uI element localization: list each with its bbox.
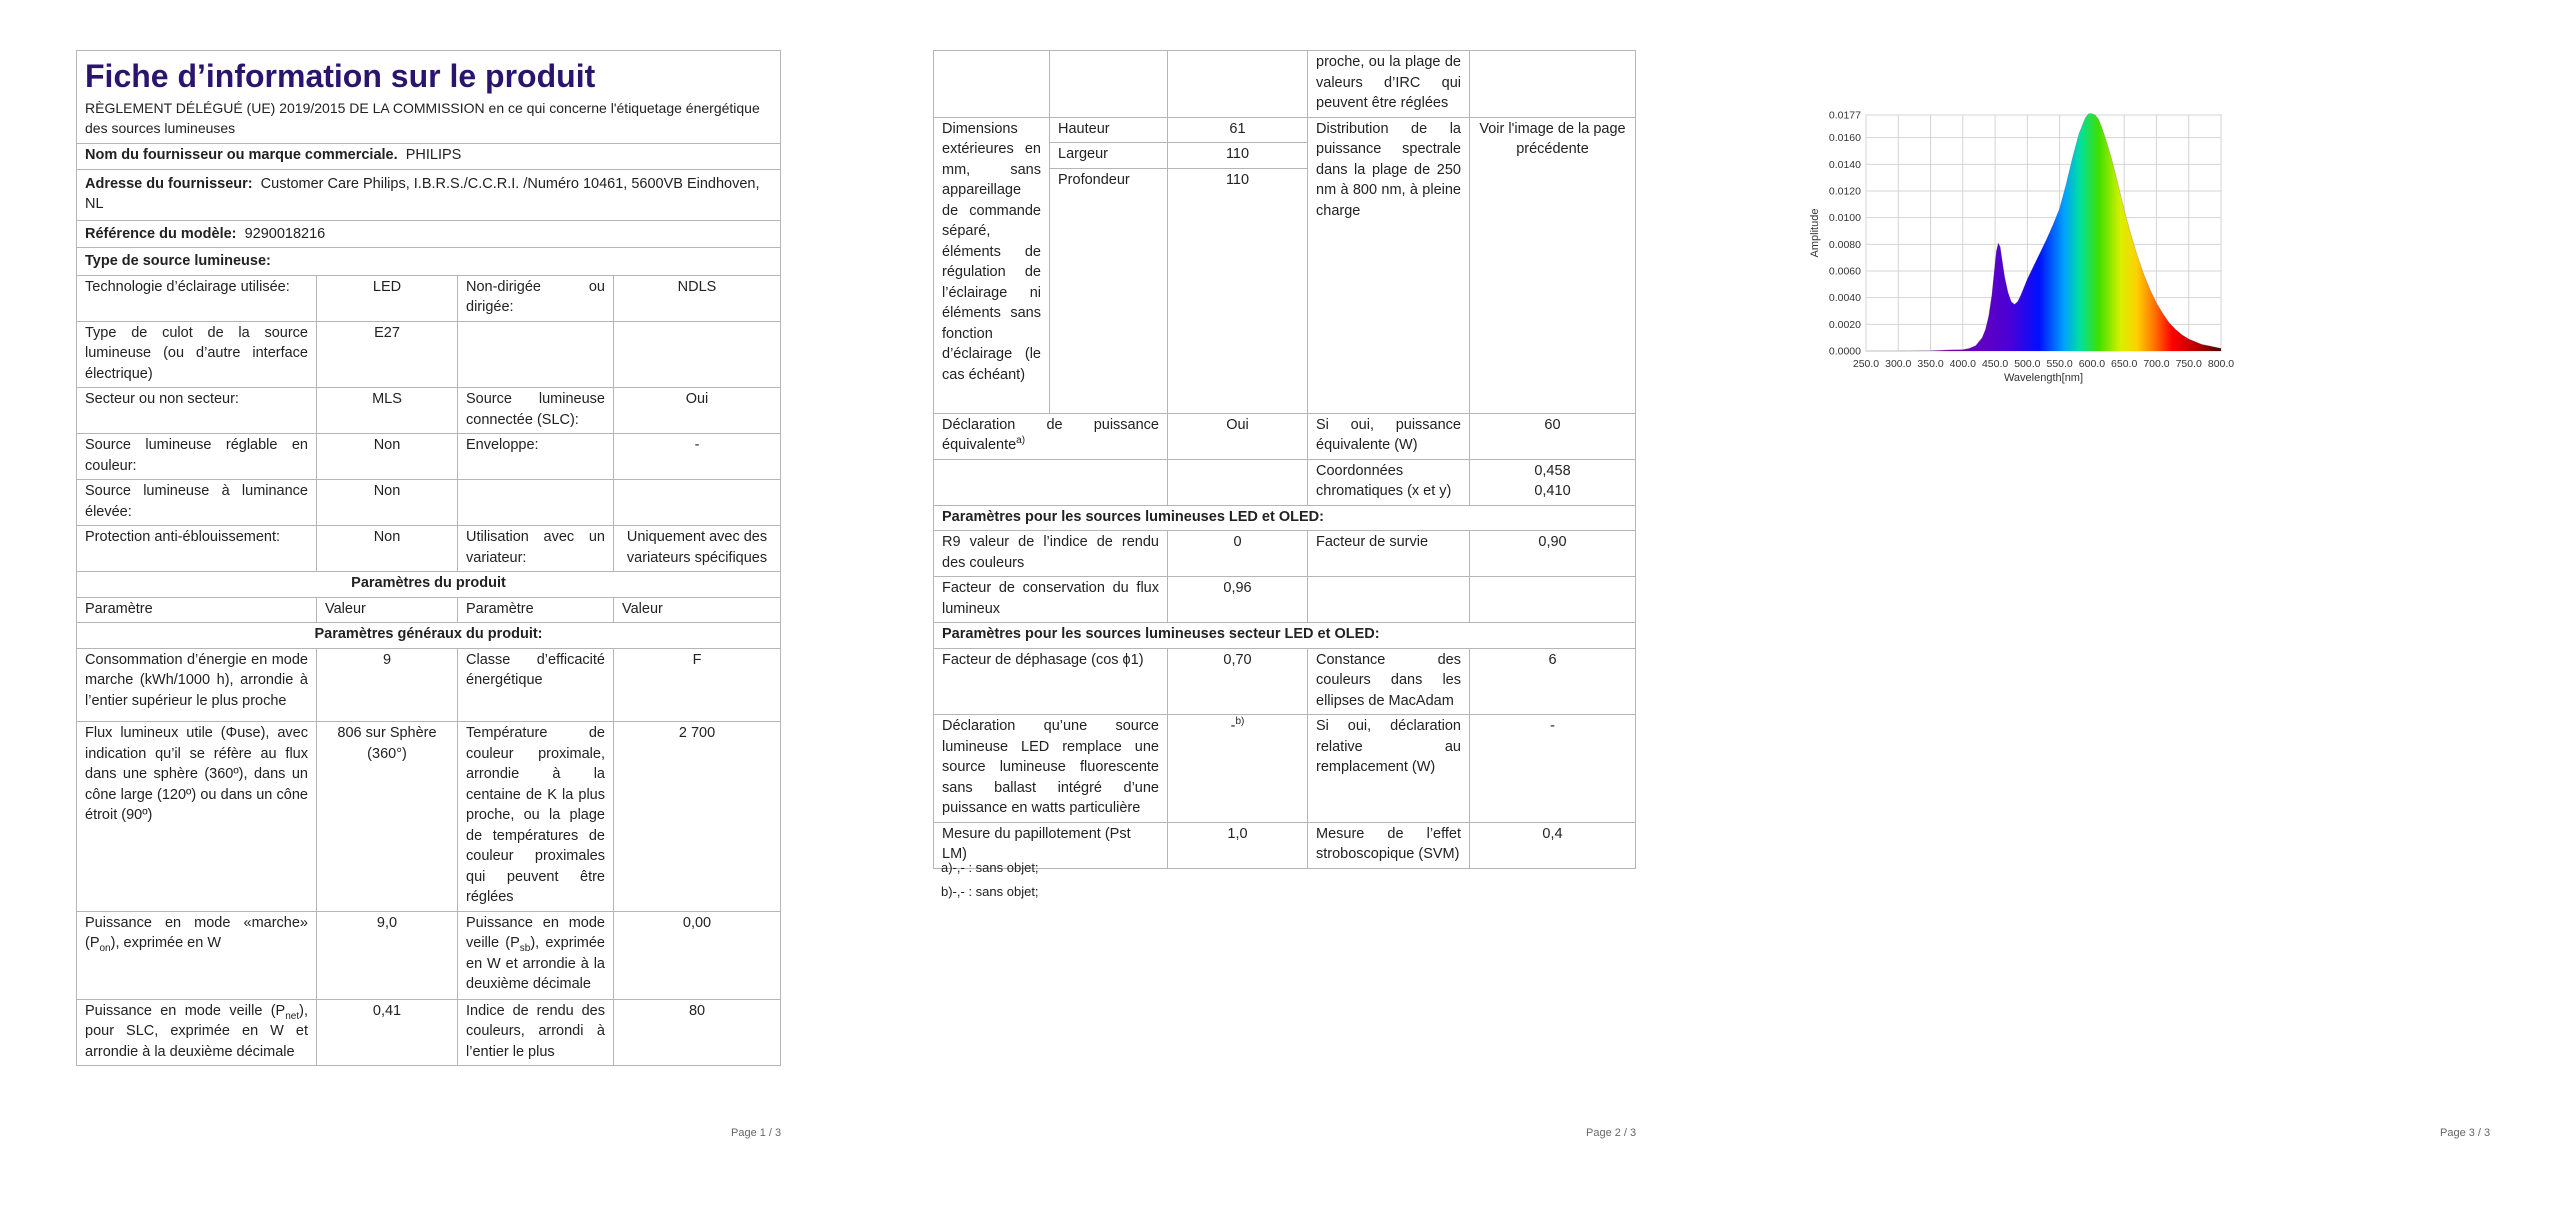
row-value: 2 700	[614, 722, 781, 912]
row-value: 806 sur Sphère (360°)	[317, 722, 458, 912]
y-tick-label: 0.0020	[1828, 318, 1861, 331]
phase-label: Facteur de déphasage (cos ϕ1)	[934, 648, 1168, 715]
row-value: 80	[614, 999, 781, 1066]
mains-params-header: Paramètres pour les sources lumineuses secteur LED et OLED:	[934, 623, 1636, 649]
page1-table-clip	[76, 50, 782, 1118]
row-label: Consommation d’énergie en mode marche (kWh/1000 h), arrondie à l’entier supérieur le plus proche	[77, 648, 317, 722]
source-type-header-row	[77, 248, 781, 276]
led-params-header: Paramètres pour les sources lumineuses LED et OLED:	[934, 505, 1636, 531]
regulation-text: RÈGLEMENT DÉLÉGUÉ (UE) 2019/2015 DE LA COMMISSION en ce qui concerne l'étiquetage énergétique des sources lumineuses	[85, 100, 760, 136]
y-tick-label: 0.0080	[1828, 238, 1861, 251]
table-row	[77, 911, 781, 999]
column-header: Paramètre	[458, 597, 614, 623]
footnote-a: a)-,- : sans objet;	[941, 860, 1039, 875]
spectral-chart	[1806, 100, 2235, 400]
table-row	[77, 275, 781, 321]
x-tick-label: 350.0	[1917, 358, 1944, 370]
table-row	[934, 531, 1636, 577]
title-row	[77, 51, 781, 144]
page-2	[853, 0, 1706, 1207]
chroma-value: 0,458 0,410	[1470, 459, 1636, 505]
x-tick-label: 400.0	[1949, 358, 1976, 370]
row-label: Type de culot de la source lumineuse (ou d’autre interface électrique)	[77, 321, 317, 388]
equiv-value: Oui	[1168, 413, 1308, 459]
spectral-label: Distribution de la puissance spectrale dans la plage de 250 nm à 800 nm, à pleine charge	[1308, 117, 1470, 413]
row-label: Protection anti-éblouissement:	[77, 526, 317, 572]
row-label: Enveloppe:	[458, 434, 614, 480]
model-label: Référence du modèle:	[85, 225, 237, 242]
supplier-name-label: Nom du fournisseur ou marque commerciale.	[85, 147, 398, 163]
row-value: Non	[317, 434, 458, 480]
row-label	[458, 480, 614, 526]
strobo-value: 0,4	[1470, 822, 1636, 868]
row-value: MLS	[317, 388, 458, 434]
product-params-header-row	[77, 572, 781, 598]
row-label: Secteur ou non secteur:	[77, 388, 317, 434]
y-tick-label: 0.0160	[1828, 132, 1861, 145]
equiv-label: Déclaration de puissance équivalente$^{a)}$	[934, 413, 1168, 459]
table-row	[77, 648, 781, 722]
table-row	[77, 722, 781, 912]
flicker-value: 1,0	[1168, 822, 1308, 868]
column-header: Paramètre	[77, 597, 317, 623]
dimension-value: 110	[1168, 143, 1308, 169]
x-tick-label: 450.0	[1981, 358, 2009, 370]
x-tick-label: 650.0	[2111, 358, 2138, 370]
fluo-w-value: -	[1470, 715, 1636, 823]
page2-table-clip	[933, 50, 1637, 930]
lumen-label: Facteur de conservation du flux lumineux	[934, 577, 1168, 623]
dimensions-label: Dimensions extérieures en mm, sans appareillage de commande séparé, éléments de régulation de l’éclairage ni éléments sans fonction d’éclairage (le cas échéant)	[934, 117, 1050, 413]
product-params-header: Paramètres du produit	[77, 572, 781, 598]
spectral-value: Voir l'image de la page précédente	[1470, 117, 1636, 413]
y-axis-label: Amplitude	[1809, 208, 1821, 258]
page-3	[1706, 0, 2560, 1207]
x-tick-label: 500.0	[2014, 358, 2041, 370]
row-value	[614, 480, 781, 526]
footnote-b: b)-,- : sans objet;	[941, 884, 1039, 899]
chroma-label: Coordonnées chromatiques (x et y)	[1308, 459, 1470, 505]
row-label: Source lumineuse à luminance élevée:	[77, 480, 317, 526]
table-row	[77, 480, 781, 526]
table-row	[934, 117, 1636, 143]
row-value: LED	[317, 275, 458, 321]
row-value	[614, 321, 781, 388]
row-label: Puissance en mode veille $(P_{sb})$, exprimée en W et arrondie à la deuxième décimale	[458, 911, 614, 999]
table-row	[77, 321, 781, 388]
row-label: Source lumineuse connectée (SLC):	[458, 388, 614, 434]
model-value: 9290018216	[244, 225, 326, 242]
flicker-label: Mesure du papillotement (Pst LM)	[934, 822, 1168, 868]
mains-header-row	[934, 623, 1636, 649]
r9-label: R9 valeur de l’indice de rendu des couleurs	[934, 531, 1168, 577]
macadam-value: 6	[1470, 648, 1636, 715]
row-value: Oui	[614, 388, 781, 434]
row-value: Non	[317, 480, 458, 526]
row-value: 9,0	[317, 911, 458, 999]
row-label: proche, ou la plage de valeurs d’IRC qui peuvent être réglées	[1308, 51, 1470, 118]
fluo-w-label: Si oui, déclaration relative au remplacement (W)	[1308, 715, 1470, 823]
row-value: Non	[317, 526, 458, 572]
fluo-value: -$^{b)}$	[1168, 715, 1308, 823]
source-type-header: Type de source lumineuse:	[77, 248, 781, 276]
strobo-label: Mesure de l’effet stroboscopique (SVM)	[1308, 822, 1470, 868]
product-info-table	[76, 50, 781, 1066]
x-axis-label: Wavelength[nm]	[2003, 372, 2084, 384]
table-row	[934, 413, 1636, 459]
row-value: Uniquement avec des variateurs spécifiques	[614, 526, 781, 572]
row-label: Technologie d’éclairage utilisée:	[77, 275, 317, 321]
x-tick-label: 550.0	[2046, 358, 2073, 370]
row-value: E27	[317, 321, 458, 388]
survival-value: 0,90	[1470, 531, 1636, 577]
model-row	[77, 220, 781, 248]
x-tick-label: 700.0	[2143, 358, 2170, 370]
product-info-table-continued	[933, 50, 1636, 869]
column-header: Valeur	[614, 597, 781, 623]
phase-value: 0,70	[1168, 648, 1308, 715]
row-label: Puissance en mode veille $(P_{net})$, pour SLC, exprimée en W et arrondie à la deuxième décimale	[77, 999, 317, 1066]
page-title: Fiche d’information sur le produit	[85, 58, 596, 94]
y-tick-label: 0.0177	[1828, 109, 1861, 122]
dimension-name: Largeur	[1050, 143, 1168, 169]
row-label: Flux lumineux utile (Φuse), avec indication qu’il se réfère au flux dans une sphère (360º), dans un cône large (120º) ou dans un cône étroit (90º)	[77, 722, 317, 912]
lumen-value: 0,96	[1168, 577, 1308, 623]
row-label: Non-dirigée ou dirigée:	[458, 275, 614, 321]
y-tick-label: 0.0100	[1828, 212, 1861, 225]
supplier-address-label: Adresse du fournisseur:	[85, 175, 253, 192]
table-row	[77, 434, 781, 480]
survival-label: Facteur de survie	[1308, 531, 1470, 577]
table-row	[77, 388, 781, 434]
table-row	[934, 648, 1636, 715]
led-header-row	[934, 505, 1636, 531]
general-params-header-row	[77, 623, 781, 649]
page-number: Page 3 / 3	[2440, 1127, 2491, 1139]
row-label: Utilisation avec un variateur:	[458, 526, 614, 572]
table-row	[934, 715, 1636, 823]
row-label: Indice de rendu des couleurs, arrondi à l’entier le plus	[458, 999, 614, 1066]
y-tick-label: 0.0000	[1828, 345, 1861, 358]
dimension-value: 110	[1168, 168, 1308, 413]
y-tick-label: 0.0120	[1828, 185, 1861, 198]
x-tick-label: 600.0	[2078, 358, 2106, 370]
row-label	[458, 321, 614, 388]
macadam-label: Constance des couleurs dans les ellipses de MacAdam	[1308, 648, 1470, 715]
row-value: F	[614, 648, 781, 722]
table-row	[77, 526, 781, 572]
row-label: Température de couleur proximale, arrondie à la centaine de K la plus proche, ou la plage de températures de couleur proximales qui peuvent être réglées	[458, 722, 614, 912]
x-tick-label: 800.0	[2207, 358, 2235, 370]
y-tick-label: 0.0140	[1828, 158, 1861, 171]
equiv-w-value: 60	[1470, 413, 1636, 459]
y-tick-label: 0.0060	[1828, 265, 1861, 278]
page-1	[0, 0, 853, 1207]
dimension-name: Hauteur	[1050, 117, 1168, 143]
y-tick-label: 0.0040	[1828, 292, 1861, 305]
supplier-address-row	[77, 169, 781, 220]
supplier-name-value: PHILIPS	[405, 147, 462, 163]
dimension-value: 61	[1168, 117, 1308, 143]
row-label: Source lumineuse réglable en couleur:	[77, 434, 317, 480]
table-row	[77, 999, 781, 1066]
dimension-name: Profondeur	[1050, 168, 1168, 413]
equiv-w-label: Si oui, puissance équivalente (W)	[1308, 413, 1470, 459]
row-value: -	[614, 434, 781, 480]
column-header-row	[77, 597, 781, 623]
row-label: Classe d’efficacité énergétique	[458, 648, 614, 722]
page-number: Page 1 / 3	[731, 1127, 782, 1139]
fluo-label: Déclaration qu’une source lumineuse LED remplace une source lumineuse fluorescente sans ballast intégré d’une puissance en watts particulière	[934, 715, 1168, 823]
table-row	[934, 577, 1636, 623]
table-row	[934, 459, 1636, 505]
row-value: 0,00	[614, 911, 781, 999]
x-tick-label: 750.0	[2175, 358, 2202, 370]
x-tick-label: 250.0	[1852, 358, 1880, 370]
table-row	[934, 51, 1636, 118]
x-tick-label: 300.0	[1885, 358, 1912, 370]
supplier-name-row	[77, 144, 781, 170]
column-header: Valeur	[317, 597, 458, 623]
row-value: 0,41	[317, 999, 458, 1066]
general-params-header: Paramètres généraux du produit:	[77, 623, 781, 649]
table-row	[934, 822, 1636, 868]
row-value: 9	[317, 648, 458, 722]
row-label: Puissance en mode «marche» $(P_{on})$, exprimée en W	[77, 911, 317, 999]
supplier-address-value: Customer Care Philips, I.B.R.S./C.C.R.I. /Numéro 10461, 5600VB Eindhoven, NL	[85, 175, 760, 212]
r9-value: 0	[1168, 531, 1308, 577]
row-value: NDLS	[614, 275, 781, 321]
page-number: Page 2 / 3	[1586, 1127, 1637, 1139]
